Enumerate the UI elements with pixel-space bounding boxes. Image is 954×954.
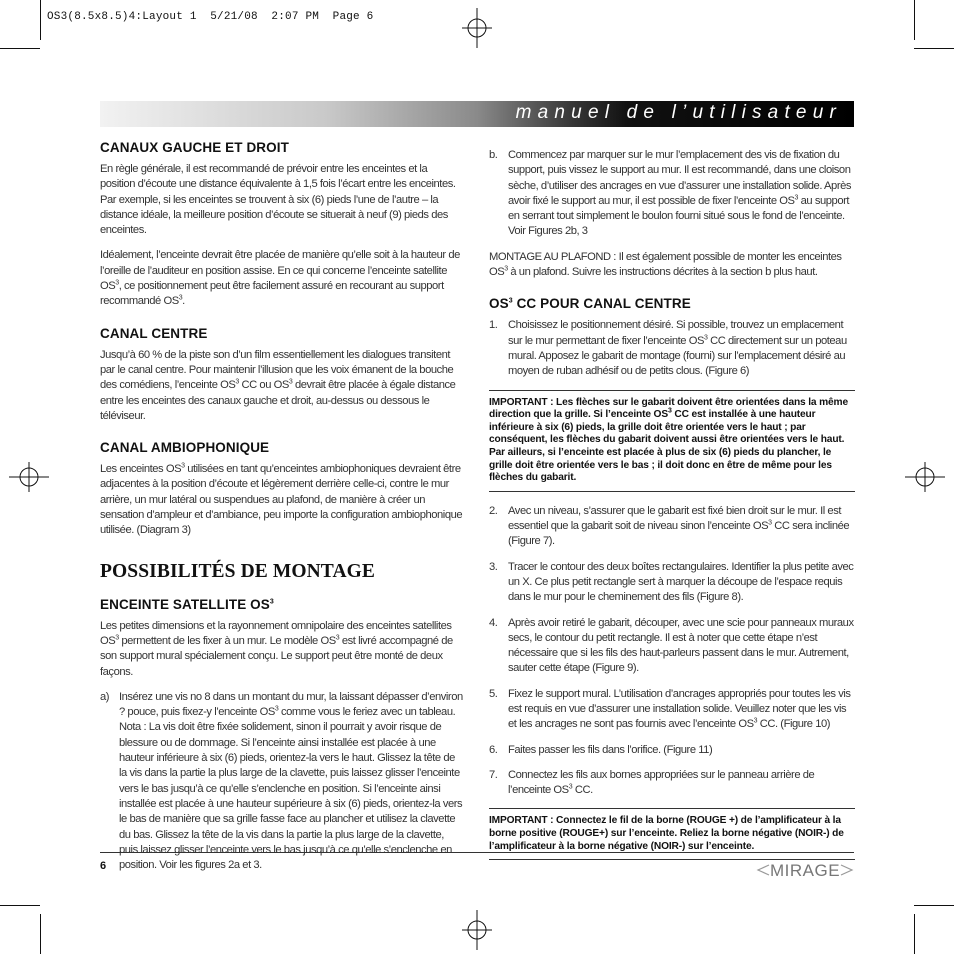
logo-left-chevron-icon xyxy=(756,863,770,877)
heading-canal-ambiophonique: CANAL AMBIOPHONIQUE xyxy=(100,440,270,456)
heading-possibilites-montage: POSSIBILITÉS DE MONTAGE xyxy=(100,560,376,582)
crop-mark xyxy=(914,48,954,49)
heading-canal-centre: CANAL CENTRE xyxy=(100,325,208,341)
list-item-6: 6. Faites passer les fils dans l’orifice. (Figure 11) xyxy=(489,743,713,756)
registration-mark-top xyxy=(457,8,497,48)
heading-canaux-gauche-droit: CANAUX GAUCHE ET DROIT xyxy=(100,140,289,155)
header-band xyxy=(100,101,854,127)
list-item-5: 5. Fixez le support mural. L’utilisation d’ancrages appropriés pour toutes les vis est requis en vue d’assurer une installation solide. Veuillez noter que les vis et les ancrages ne sont pas fournis avec l’enceinte $OS^3$ CC. (Figure 10) xyxy=(489,687,851,731)
crop-mark xyxy=(0,48,40,49)
crop-mark xyxy=(40,914,41,954)
paragraph-montage-plafond: MONTAGE AU PLAFOND : Il est également possible de monter les enceintes $OS^3$ à un plafond. Suivre les instructions décrites à la section b plus haut. xyxy=(489,250,842,279)
list-item-2: 2. Avec un niveau, s’assurer que le gabarit est fixé bien droit sur le mur. Il est essentiel que la gabarit soit de niveau sinon l’enceinte $OS^3$ CC sera inclinée (Figure 7). xyxy=(489,504,850,548)
registration-mark-right xyxy=(905,457,945,497)
important-note-bornes: IMPORTANT : Connectez le fil de la borne (ROUGE +) de l’amplificateur à la borne positive (ROUGE+) sur l’enceinte. Reliez la borne négative (NOIR-) de l’amplificateur à la borne négative (NOIR-) sur l’enceinte. xyxy=(489,815,844,852)
mirage-logo xyxy=(756,861,854,881)
divider xyxy=(489,491,855,492)
registration-mark-bottom xyxy=(457,910,497,950)
paragraph: Idéalement, l’enceinte devrait être placée de manière qu’elle soit à la hauteur de l’oreille de l’auditeur en position assise. En ce qui concerne l’enceinte satellite $OS^3$, ce positionnement peut être facilement assuré en recourant au support recommandé $OS^3$. xyxy=(100,249,460,308)
paragraph: En règle générale, il est recommandé de prévoir entre les enceintes et la position d’écoute une distance équivalente à 1,5 fois l’écart entre les enceintes. Par exemple, si les enceintes se trouvent à six (6) pieds l’une de l’autre – la distance idéale, la meilleure position d’écoute se situerait à neuf (9) pieds des enceintes. xyxy=(100,163,456,237)
registration-mark-left xyxy=(9,457,49,497)
list-item-3: 3. Tracer le contour des deux boîtes rectangulaires. Identifier la plus petite avec un X. Ce plus petit rectangle sert à marquer la découpe de l’espace requis dans le mur pour le cheminement des fils (Figure 8). xyxy=(489,560,854,604)
print-slug: OS3(8.5x8.5)4:Layout 1 5/21/08 2:07 PM Page 6 xyxy=(47,11,374,23)
heading-os3-cc: $OS^3$ CC POUR CANAL CENTRE xyxy=(489,296,691,312)
logo-text: MIRAGE xyxy=(770,861,841,880)
paragraph: Les enceintes $OS^3$ utilisées en tant qu’enceintes ambiophoniques devraient être adjacentes à la position d’écoute et légèrement derrière celle-ci, contre le mur arrière, un mur latéral ou suspendues au plafond, de manière à créer un sensation d’ampleur et d’ambiance, peu importe la configuration ambiophonique utilisée. (Diagram 3) xyxy=(100,462,463,537)
paragraph: Jusqu’à 60 % de la piste son d’un film essentiellement les dialogues transitent par le canal centre. Pour maintenir l’illusion que les voix émanent de la bouche des comédiens, l’enceinte $OS^3$ CC ou $OS^3$ devrait être placée à égale distance entre les enceintes des canaux gauche et droit, au-dessus ou dessous le téléviseur. xyxy=(100,348,456,422)
crop-mark xyxy=(914,905,954,906)
crop-mark xyxy=(914,914,915,954)
crop-mark xyxy=(40,0,41,40)
important-note-gabarit: IMPORTANT : Les flèches sur le gabarit doivent être orientées dans la même direction que la grille. Si l’enceinte $OS^3$ CC est installée à une hauteur inférieure à six (6) pieds, la grille doit être orientée vers le haut ; par conséquent, les flèches du gabarit doivent aussi être orientées vers le haut. Par ailleurs, si l’enceinte est placée à plus de six (6) pieds du plancher, le grille doit être orientée vers le bas ; il doit donc en être de même pour les flèches du gabarit. xyxy=(489,396,848,484)
list-item-b: b. Commencez par marquer sur le mur l’emplacement des vis de fixation du support, puis vissez le support au mur. Il est recommandé, dans une cloison sèche, d’utiliser des ancrages en vue d’assurer une installation solide. Après avoir fixé le support au mur, il est possible de fixer l’enceinte $OS^3$ au support en serrant tout simplement le boulon fourni situé sous le fond de l’enceinte. Voir Figures 2b, 3 xyxy=(489,149,852,238)
footer-rule xyxy=(100,852,854,853)
list-item-4: 4. Après avoir retiré le gabarit, découper, avec une scie pour panneaux muraux secs, le contour du petit rectangle. Il est à noter que cette étape n’est nécessaire que si les fils des haut-parleurs passent dans le mur. Autrement, sauter cette étape (Figure 9). xyxy=(489,616,854,675)
list-item-7: 7. Connectez les fils aux bornes appropriées sur le panneau arrière de l’enceinte $OS^3$ CC. xyxy=(489,768,815,797)
list-item-a: a) Insérez une vis no 8 dans un montant du mur, la laissant dépasser d’environ ? pouce, puis fixez-y l’enceinte $OS^3$ comme vous le feriez avec un tableau. Nota : La vis doit être fixée solidement, sinon il pourrait y avoir risque de blessure ou de dommage. Si l’enceinte ainsi installée est placée à une hauteur inférieure à six (6) pieds, orientez-la vers le haut. Glissez la tête de la vis dans la partie la plus large de la clavette, puis laissez glisser l’enceinte vers le bas jusqu’à ce qu’elle s’enclenche en position. Si l’enceinte ainsi installée est placée à une hauteur supérieure à six (6) pieds, orientez-la vers le bas de manière que sa grille fasse face au plancher et utilisez la clavette du bas. Glissez la tête de la vis dans la partie la plus large de la clavette, puis laissez glisser l’enceinte vers le bas jusqu’à ce qu’elle s’enclenche en position. Voir les figures 2a et 3. xyxy=(100,690,463,872)
left-column xyxy=(100,140,463,883)
crop-mark xyxy=(0,905,40,906)
crop-mark xyxy=(914,0,915,40)
page-title: manuel de l’utilisateur xyxy=(515,102,842,123)
heading-enceinte-satellite: ENCEINTE SATELLITE $OS^3$ xyxy=(100,596,274,612)
right-column xyxy=(489,148,855,860)
paragraph: Les petites dimensions et la rayonnement omnipolaire des enceintes satellites $OS^3$ permettent de les fixer à un mur. Le modèle $OS^3$ est livré accompagné de son support mural spécialement conçu. Le support peut être monté de deux façons. xyxy=(100,619,453,678)
page-number: 6 xyxy=(100,860,107,872)
list-item-1: 1. Choisissez le positionnement désiré. Si possible, trouvez un emplacement sur le mur permettant de fixer l’enceinte $OS^3$ CC directement sur un poteau mural. Apposez le gabarit de montage (fourni) sur l’emplacement désiré au moyen de ruban adhésif ou de petits clous. (Figure 6) xyxy=(489,319,847,378)
logo-right-chevron-icon xyxy=(840,863,854,877)
